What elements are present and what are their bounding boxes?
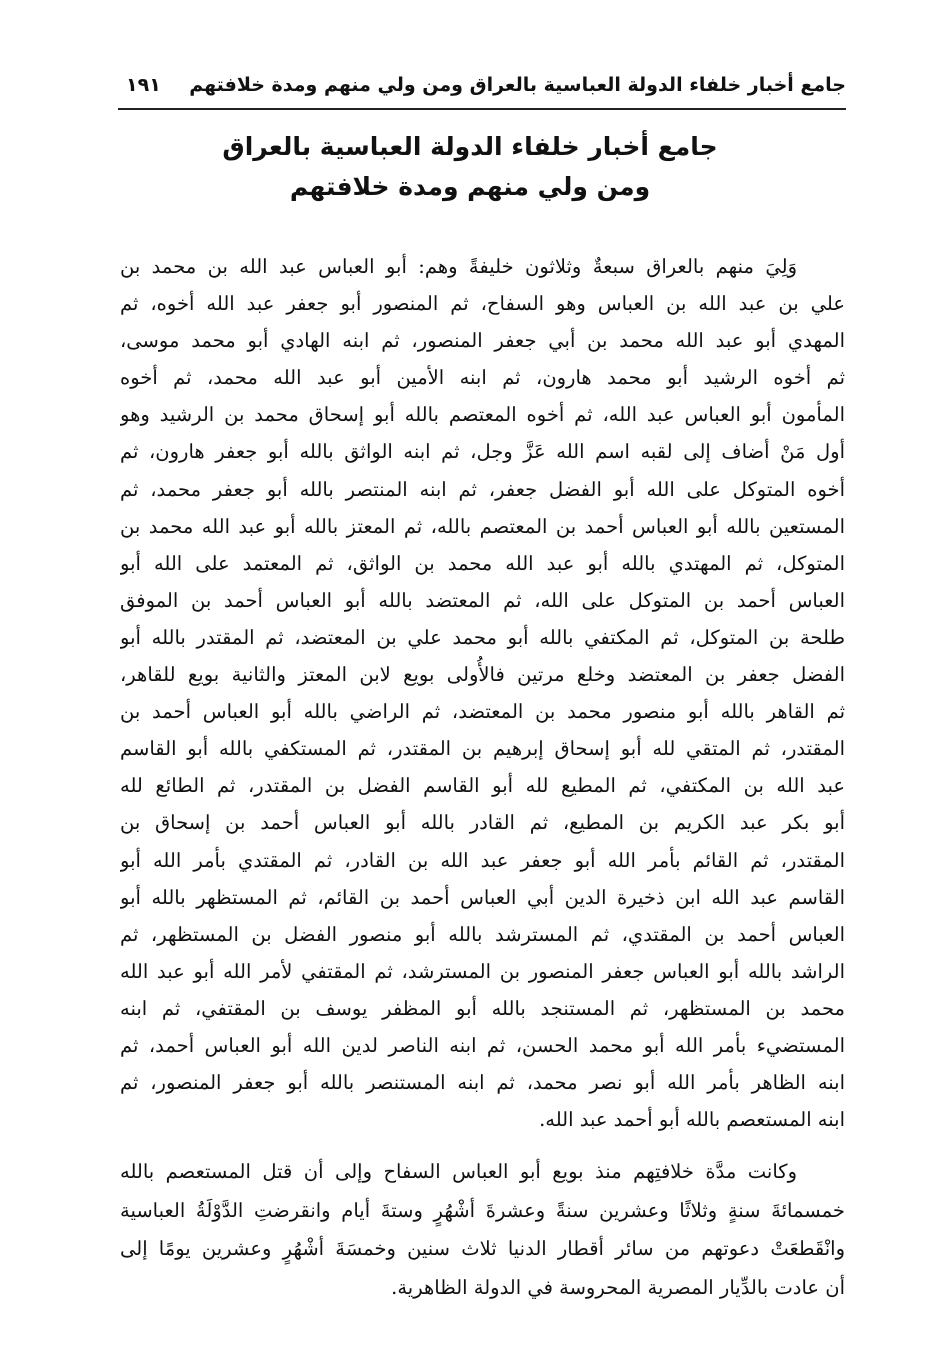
running-header	[118, 70, 846, 106]
page-number: ١٩١	[126, 74, 161, 96]
text-line: العباس أحمد بن المقتدي، ثم المسترشد بالله أبو منصور الفضل بن المستظهر، ثم	[120, 922, 845, 946]
paragraph-caliphs-list	[120, 248, 845, 1138]
text-line: المأمون أبو العباس عبد الله، ثم أخوه المعتصم بالله أبو إسحاق محمد بن الرشيد وهو	[120, 403, 845, 427]
text-line: أن عادت بالدِّيار المصرية المحروسة في الدولة الظاهرية.	[391, 1275, 845, 1299]
text-line: ثم أخوه الرشيد أبو محمد هارون، ثم ابنه الأمين أبو عبد الله محمد، ثم أخوه	[120, 366, 845, 390]
text-line: أخوه المتوكل على الله أبو الفضل جعفر، ثم ابنه المنتصر بالله أبو جعفر محمد، ثم	[120, 477, 845, 501]
text-line: المتوكل، ثم المهتدي بالله أبو عبد الله محمد بن الواثق، ثم المعتمد على الله أبو	[120, 551, 845, 575]
text-line: أول مَنْ أضاف إلى لقبه اسم الله عَزَّ وجل، ثم ابنه الواثق بالله أبو جعفر هارون، ثم	[120, 440, 845, 464]
text-line: المستعين بالله أبو العباس أحمد بن المعتصم بالله، ثم المعتز بالله أبو عبد الله محمد بن	[120, 514, 845, 538]
text-line: محمد بن المستظهر، ثم المستنجد بالله أبو المظفر يوسف بن المقتفي، ثم ابنه	[120, 996, 845, 1020]
chapter-title-line-1: جامع أخبار خلفاء الدولة العباسية بالعراق	[222, 132, 718, 161]
text-line: العباس أحمد بن المتوكل على الله، ثم المعتضد بالله أبو العباس أحمد بن الموفق	[120, 588, 845, 612]
text-line: عبد الله بن المكتفي، ثم المطيع لله أبو القاسم الفضل بن المقتدر، ثم الطائع لله	[120, 774, 845, 798]
text-line: وكانت مدَّة خلافتِهم منذ بويع أبو العباس السفاح وإلى أن قتل المستعصم بالله	[120, 1160, 797, 1183]
text-line: أبو بكر عبد الكريم بن المطيع، ثم القادر بالله أبو العباس أحمد بن إسحاق بن	[120, 811, 845, 835]
text-line: ابنه المستعصم بالله أبو أحمد عبد الله.	[539, 1108, 845, 1132]
chapter-title-line-2: ومن ولي منهم ومدة خلافتهم	[289, 172, 651, 201]
paragraph-caliphate-duration	[120, 1153, 845, 1307]
text-line: الفضل جعفر بن المعتضد وخلع مرتين فالأُولى بويع لابن المعتز والثانية بويع للقاهر،	[120, 663, 845, 687]
text-line: وانْقَطعَتْ دعوتهم من سائر أقطار الدنيا ثلاث سنين وخمسَةَ أشْهُرٍ وعشرين يومًا إلى	[120, 1237, 845, 1260]
text-line: الراشد بالله أبو العباس جعفر المنصور بن المسترشد، ثم المقتفي لأمر الله أبو عبد الله	[120, 959, 845, 983]
text-line: المقتدر، ثم القائم بأمر الله أبو جعفر عبد الله بن القادر، ثم المقتدي بأمر الله أبو	[120, 848, 845, 872]
text-line: ابنه الظاهر بأمر الله أبو نصر محمد، ثم ابنه المستنصر بالله أبو جعفر المنصور، ثم	[120, 1071, 845, 1095]
text-line: المستضيء بأمر الله أبو محمد الحسن، ثم ابنه الناصر لدين الله أبو العباس أحمد، ثم	[120, 1033, 845, 1057]
text-line: المهدي أبو عبد الله محمد بن أبي جعفر المنصور، ثم ابنه الهادي أبو محمد موسى،	[120, 329, 845, 353]
text-line: وَلِيَ منهم بالعراق سبعةٌ وثلاثون خليفةً وهم: أبو العباس عبد الله بن محمد بن	[120, 255, 797, 278]
text-line: علي بن عبد الله بن العباس وهو السفاح، ثم المنصور أبو جعفر عبد الله أخوه، ثم	[120, 292, 845, 316]
text-line: طلحة بن المتوكل، ثم المكتفي بالله أبو محمد علي بن المعتضد، ثم المقتدر بالله أبو	[120, 625, 845, 649]
header-rule	[118, 108, 846, 110]
text-line: القاسم عبد الله ابن ذخيرة الدين أبي العباس أحمد بن القائم، ثم المستظهر بالله أبو	[120, 885, 845, 909]
text-line: ثم القاهر بالله أبو منصور محمد بن المعتضد، ثم الراضي بالله أبو العباس أحمد بن	[120, 700, 845, 724]
text-line: المقتدر، ثم المتقي لله أبو إسحاق إبرهيم بن المقتدر، ثم المستكفي بالله أبو القاسم	[120, 737, 845, 761]
text-line: خمسمائةَ سنةٍ وثلاثًا وعشرين سنةً وعشرةَ أشْهُرٍ وستةَ أيام وانقرضتِ الدَّوْلَةُ العباسية	[120, 1198, 845, 1222]
running-header-title: جامع أخبار خلفاء الدولة العباسية بالعراق ومن ولي منهم ومدة خلافتهم	[189, 74, 846, 96]
